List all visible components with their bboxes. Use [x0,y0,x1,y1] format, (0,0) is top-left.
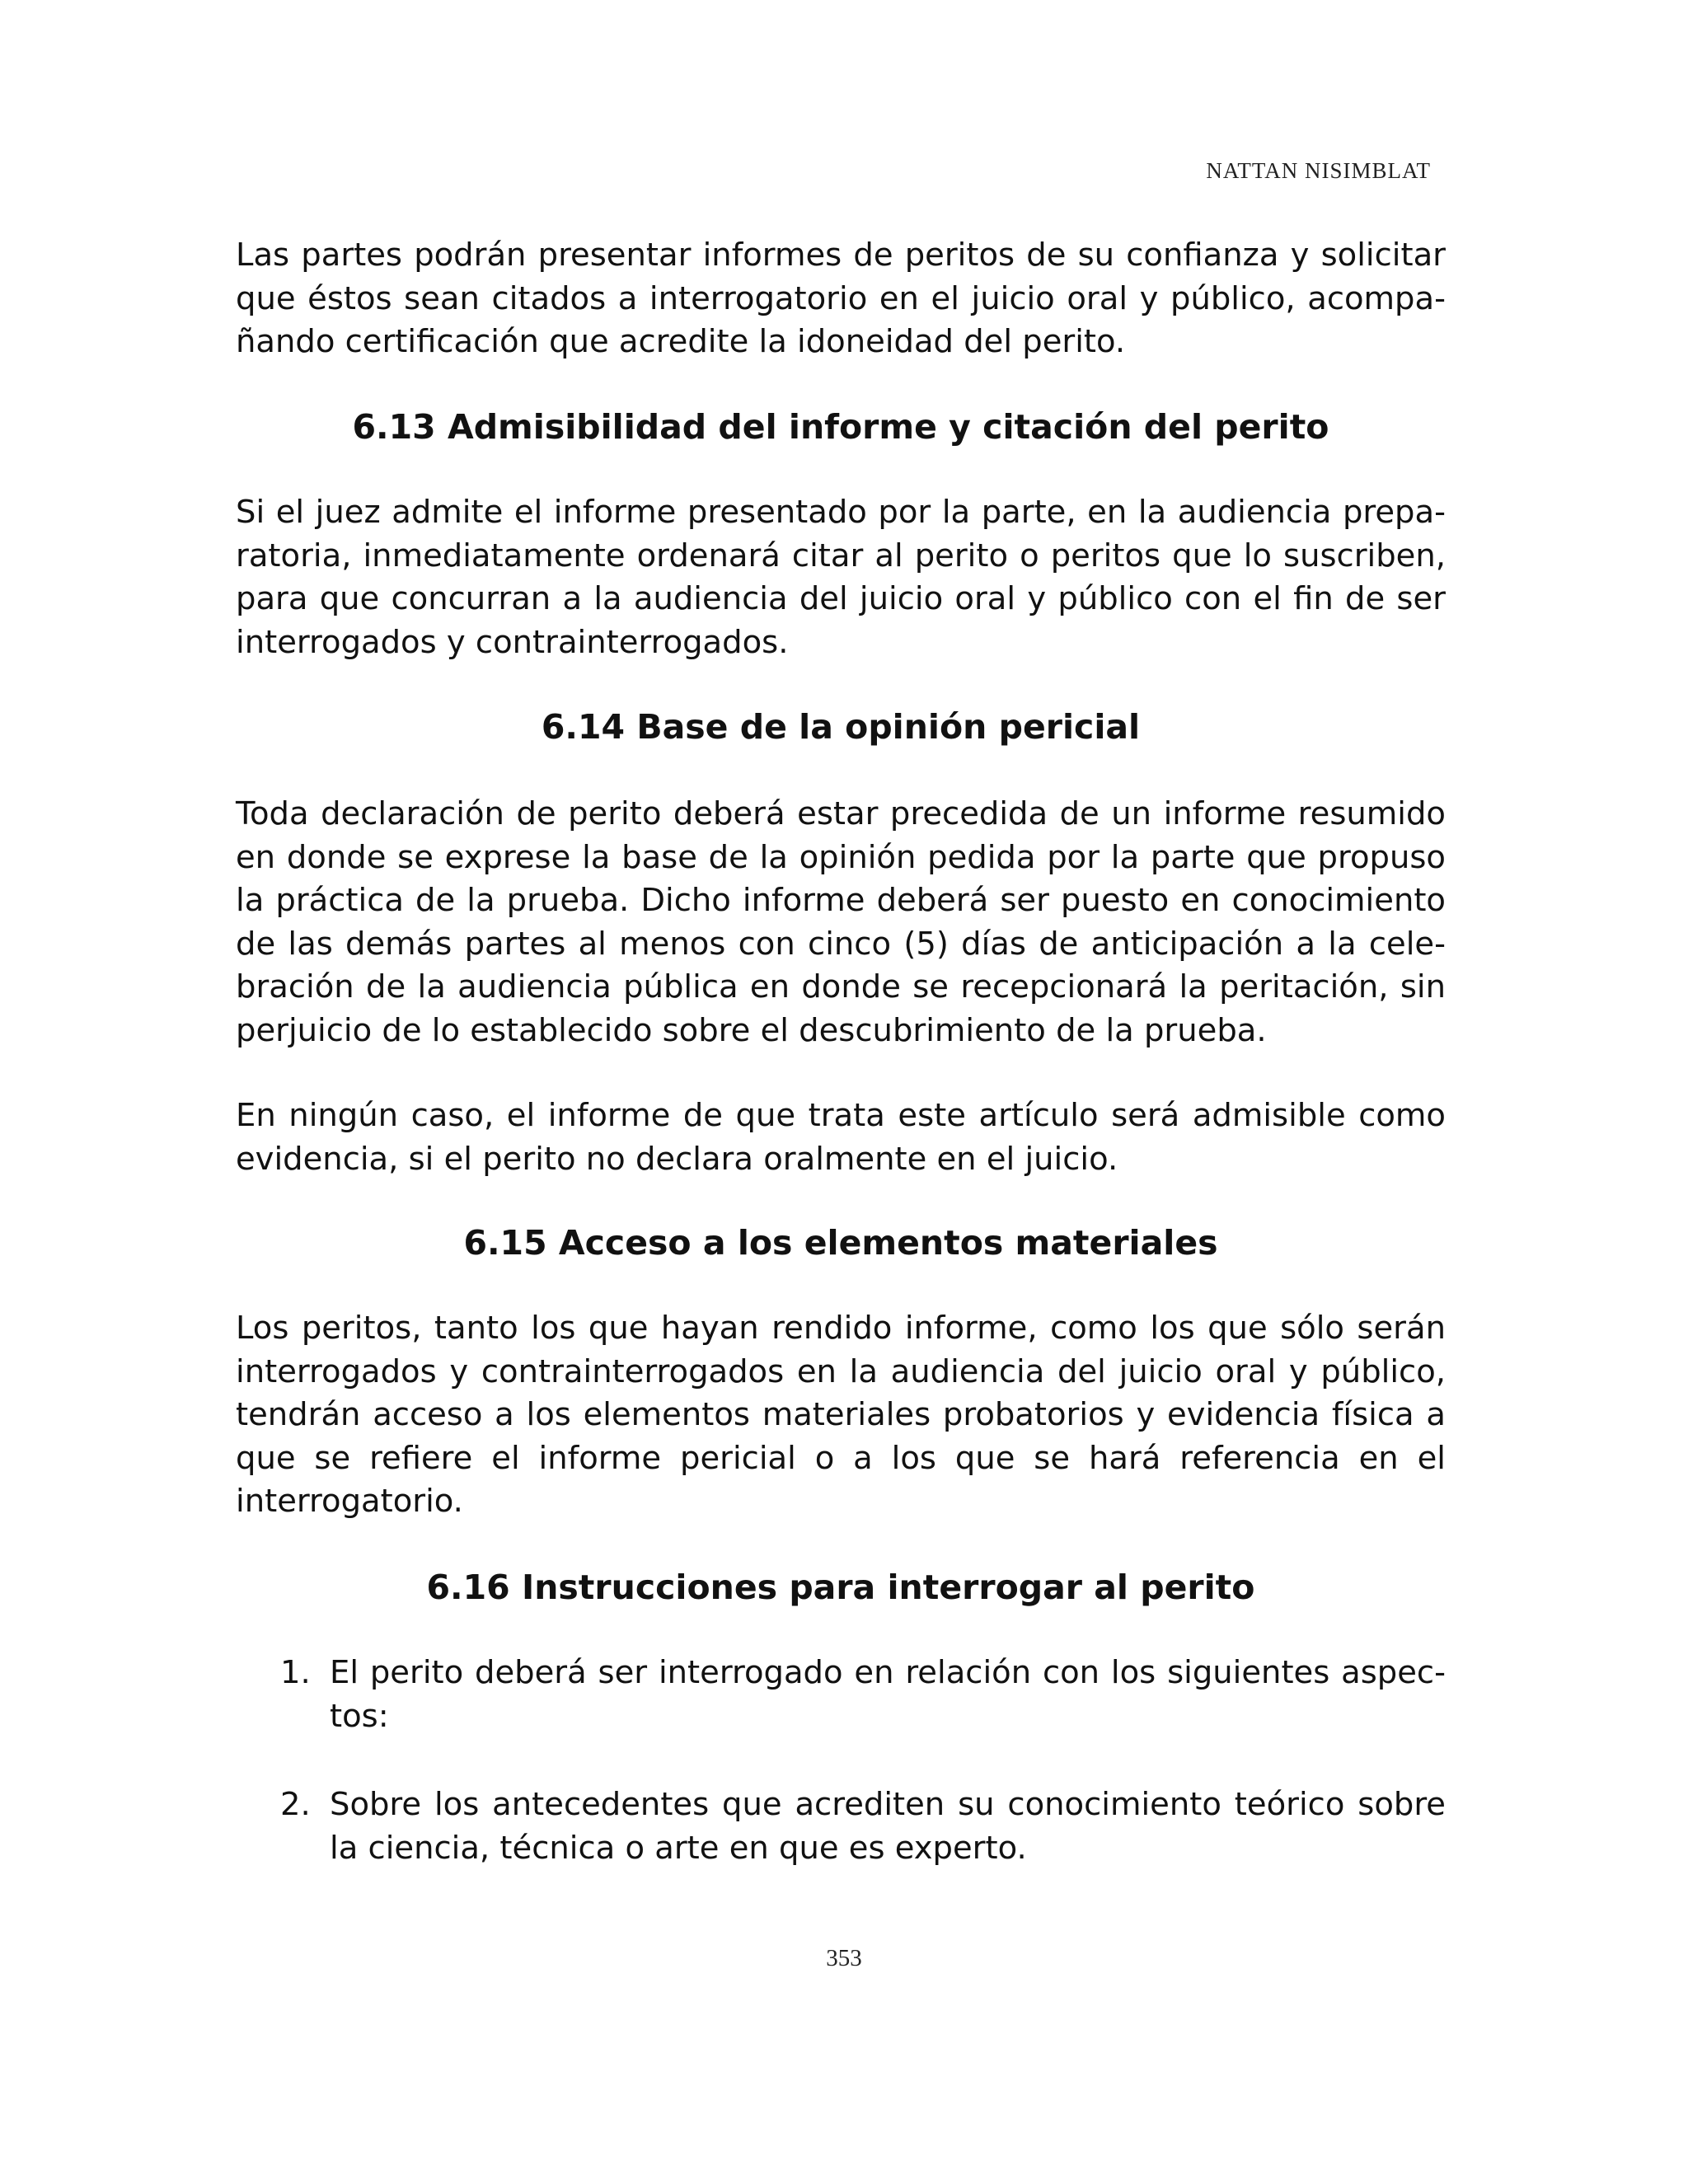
list-item-number: 2. [280,1786,311,1823]
heading-6-13: 6.13 Admisibilidad del informe y citación del perito [352,407,1329,447]
heading-6-15: 6.15 Acceso a los elementos materiales [463,1223,1218,1263]
list-item-text: Sobre los antecedentes que acrediten su conocimiento teórico sobre la ciencia, técnica o arte en que es experto. [330,1786,1446,1867]
list-item-number: 1. [280,1654,311,1691]
heading-6-14: 6.14 Base de la opinión pericial [541,707,1141,747]
paragraph-6-14-a: Toda declaración de perito deberá estar precedida de un informe resumido en donde se exprese la base de la opinión pedida por la parte que propuso la práctica de la prueba. Dicho informe deberá ser puesto en conocimiento de las demás partes al menos con cinco (5) días de anticipación a la celebración de la audiencia pública en donde se recepcionará la peritación, sin perjuicio de lo establecido sobre el descubrimiento de la prueba. [236,795,1446,1049]
page-number: 353 [826,1945,862,1971]
intro-paragraph: Las partes podrán presentar informes de peritos de su confianza y solicitar que éstos sean citados a interrogatorio en el juicio oral y público, acompañando certificación que acredite la idoneidad del perito. [236,237,1446,360]
paragraph-6-13: Si el juez admite el informe presentado por la parte, en la audiencia preparatoria, inmediatamente ordenará citar al perito o peritos que lo suscriben, para que concurran a la audiencia del juicio oral y público con el fin de ser interrogados y contrainterrogados. [236,494,1446,661]
list-item [280,1652,1446,1738]
paragraph-6-14-b: En ningún caso, el informe de que trata este artículo será admisible como evidencia, si el perito no declara oralmente en el juicio. [236,1097,1446,1178]
list-item-text: El perito deberá ser interrogado en relación con los siguientes aspectos: [330,1654,1446,1735]
paragraph-6-15: Los peritos, tanto los que hayan rendido informe, como los que sólo serán interrogados y contrainterrogados en la audiencia del juicio oral y público, tendrán acceso a los elementos materiales probatorios y evidencia física a que se refiere el informe pericial o a los que se hará referencia en el interrogatorio. [236,1310,1446,1520]
running-header: NATTAN NISIMBLAT [1206,158,1431,183]
list-item [280,1783,1446,1870]
heading-6-16: 6.16 Instrucciones para interrogar al perito [426,1568,1255,1607]
